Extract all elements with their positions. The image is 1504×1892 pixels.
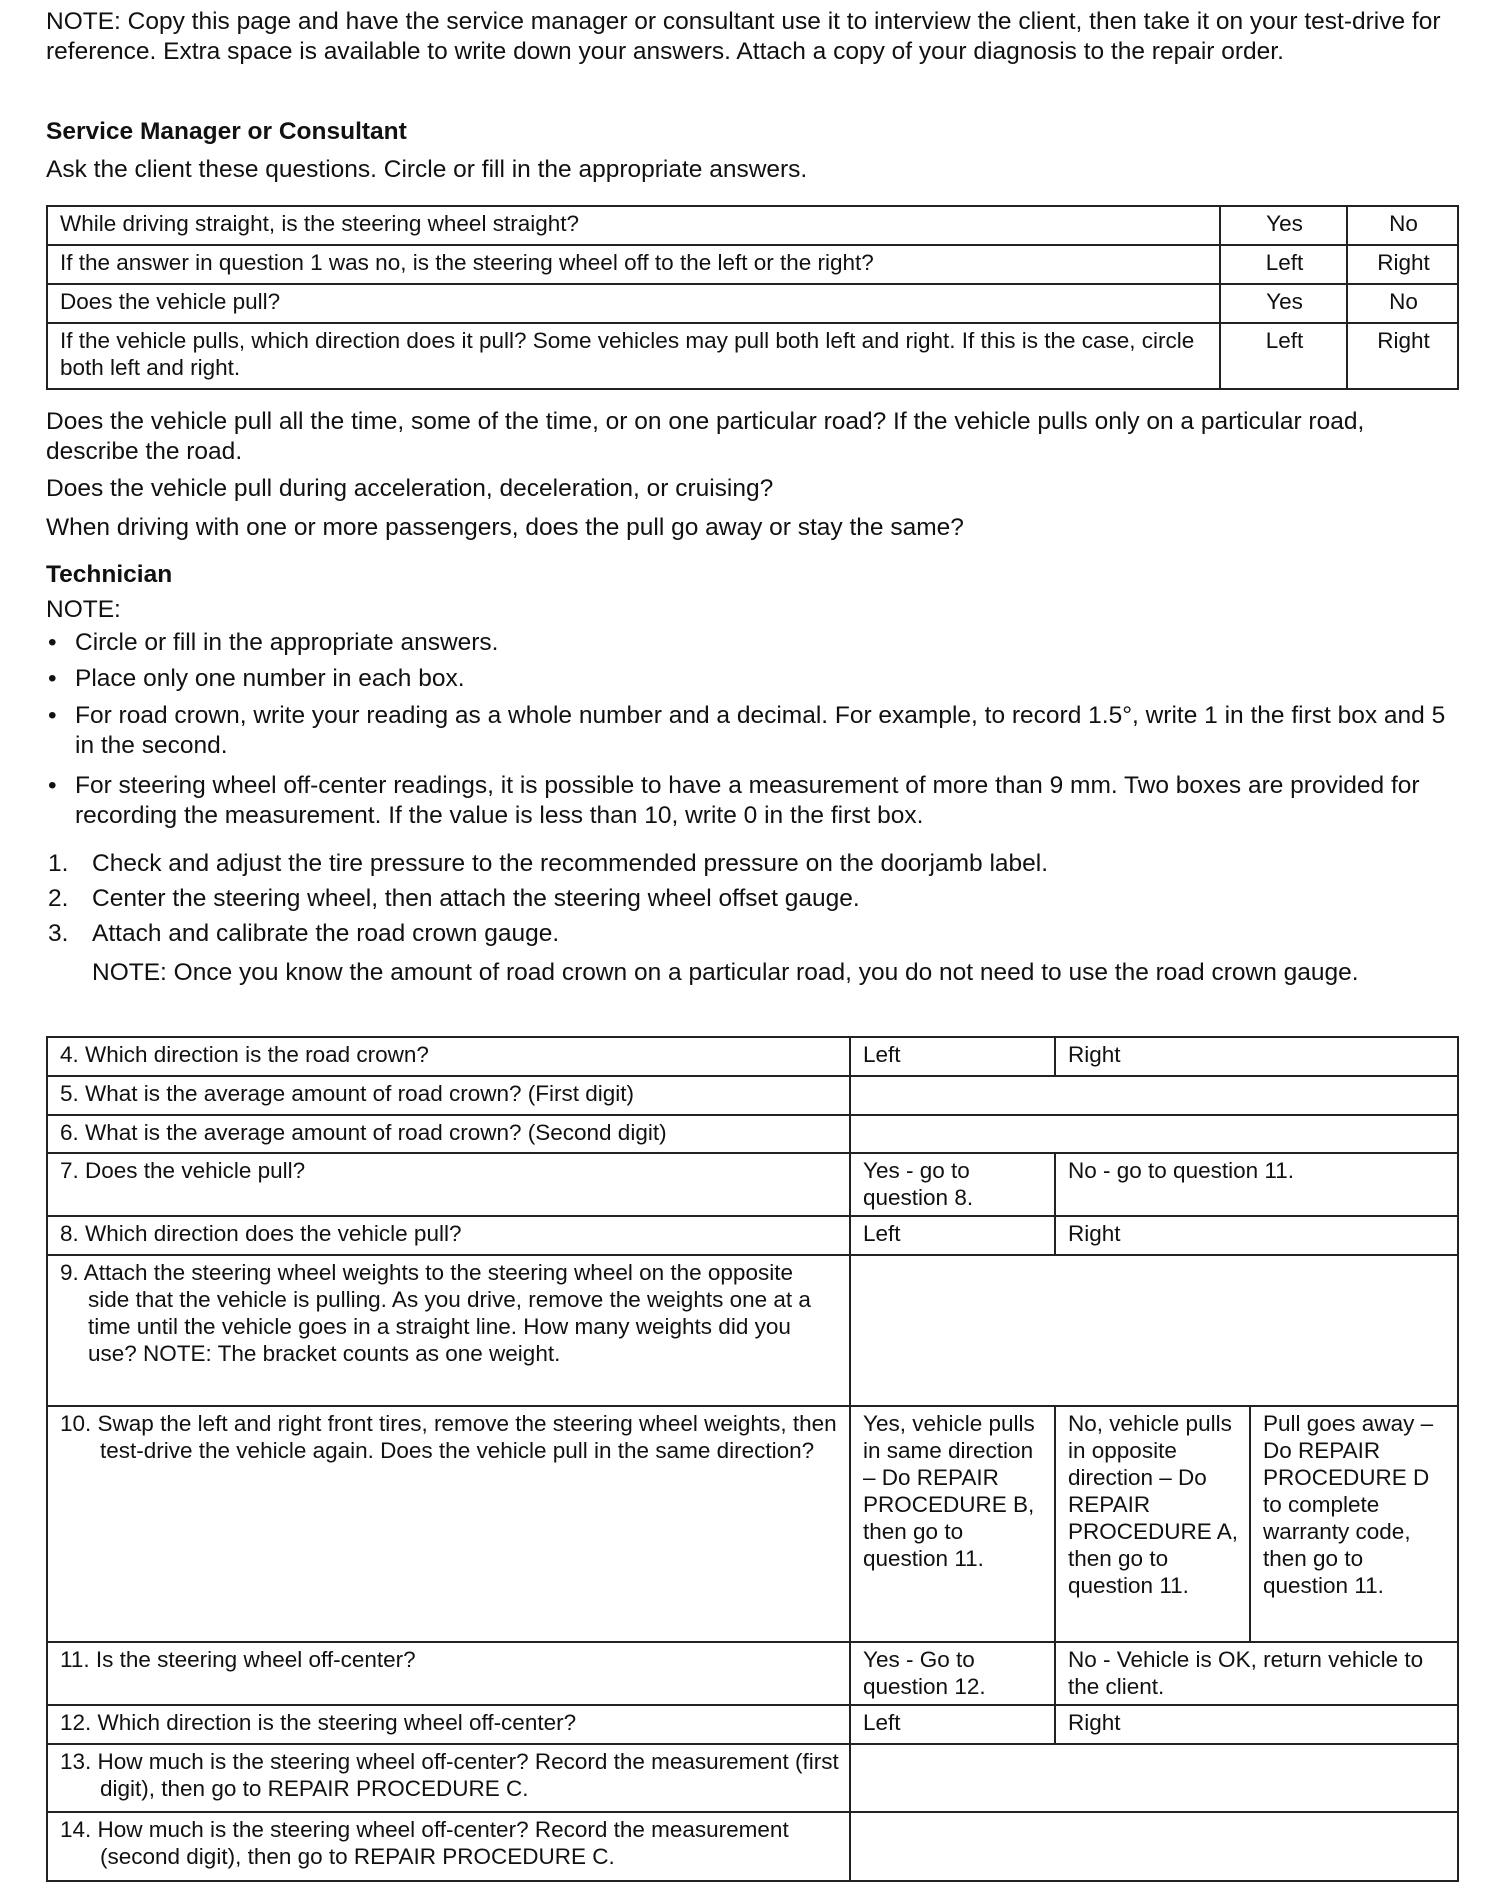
question: Does the vehicle pull?	[47, 284, 1220, 323]
bullet-icon: •	[48, 629, 57, 656]
table-row: 14. How much is the steering wheel off-center? Record the measurement (second digit), then go to REPAIR PROCEDURE C.	[47, 1812, 1458, 1881]
bullet-icon: •	[48, 665, 57, 692]
answer-option[interactable]: No - Vehicle is OK, return vehicle to the client.	[1055, 1642, 1458, 1705]
question: If the answer in question 1 was no, is the steering wheel off to the left or the right?	[47, 245, 1220, 284]
answer-box[interactable]	[850, 1255, 1458, 1406]
note-bullet: • Place only one number in each box.	[48, 665, 465, 692]
intro-note: NOTE: Copy this page and have the service manager or consultant use it to interview the client, then take it on your test-drive for reference. Extra space is available to write down your answers. Attach a copy of your diagnosis to the repair order.	[46, 8, 1441, 65]
answer-option[interactable]: No - go to question 11.	[1055, 1153, 1458, 1216]
technician-note-label: NOTE:	[46, 596, 121, 623]
table-row: 10. Swap the left and right front tires, remove the steering wheel weights, then test-drive the vehicle again. Does the vehicle pull in the same direction? Yes, vehicle pulls in same direction – Do REPAIR PROCEDURE B, then go to question 11. No, vehicle pulls in opposite direction – Do REPAIR PROCEDURE A, then go to question 11. Pull goes away – Do REPAIR PROCEDURE D to complete warranty code, then go to question 11.	[47, 1406, 1458, 1642]
passenger-question: When driving with one or more passengers, does the pull go away or stay the same?	[46, 514, 964, 541]
table-row	[47, 323, 1458, 389]
answer-option[interactable]: Right	[1347, 245, 1458, 284]
table-row: 5. What is the average amount of road crown? (First digit)	[47, 1076, 1458, 1115]
answer-option[interactable]: Right	[1055, 1216, 1458, 1255]
answer-option[interactable]: Yes - Go to question 12.	[850, 1642, 1055, 1705]
technician-table	[46, 1036, 1459, 1882]
table-row: 12. Which direction is the steering wheel off-center? Left Right	[47, 1705, 1458, 1744]
note-bullet: • For road crown, write your reading as a whole number and a decimal. For example, to record 1.5°, write 1 in the first box and 5 in the second.	[48, 702, 1446, 759]
table-row	[47, 245, 1458, 284]
answer-box[interactable]	[850, 1744, 1458, 1812]
answer-option[interactable]: Left	[850, 1037, 1055, 1076]
service-heading: Service Manager or Consultant	[46, 118, 407, 145]
answer-option[interactable]: Right	[1055, 1705, 1458, 1744]
note-bullet: • Circle or fill in the appropriate answers.	[48, 629, 499, 656]
client-questions-table	[46, 205, 1459, 390]
answer-option[interactable]: Right	[1055, 1037, 1458, 1076]
table-row: 9. Attach the steering wheel weights to the steering wheel on the opposite side that the vehicle is pulling. As you drive, remove the weights one at a time until the vehicle goes in a straight line. How many weights did you use? NOTE: The bracket counts as one weight.	[47, 1255, 1458, 1406]
step-3-note: NOTE: Once you know the amount of road crown on a particular road, you do not need to use the road crown gauge.	[92, 959, 1359, 986]
step-item: 1. Check and adjust the tire pressure to the recommended pressure on the doorjamb label.	[48, 850, 1049, 877]
note-bullet: • For steering wheel off-center readings, it is possible to have a measurement of more than 9 mm. Two boxes are provided for recording the measurement. If the value is less than 10, write 0 in the first box.	[48, 772, 1420, 829]
table-row: 13. How much is the steering wheel off-center? Record the measurement (first digit), then go to REPAIR PROCEDURE C.	[47, 1744, 1458, 1812]
answer-option[interactable]: Yes	[1220, 284, 1347, 323]
table-row: 11. Is the steering wheel off-center? Yes - Go to question 12. No - Vehicle is OK, return vehicle to the client.	[47, 1642, 1458, 1705]
question: While driving straight, is the steering wheel straight?	[47, 206, 1220, 245]
answer-box[interactable]	[850, 1076, 1458, 1115]
answer-option[interactable]: Left	[1220, 245, 1347, 284]
table-row: 8. Which direction does the vehicle pull? Left Right	[47, 1216, 1458, 1255]
bullet-icon: •	[48, 772, 57, 799]
answer-option[interactable]: Pull goes away – Do REPAIR PROCEDURE D to complete warranty code, then go to question 11.	[1250, 1406, 1458, 1642]
service-instruction: Ask the client these questions. Circle or fill in the appropriate answers.	[46, 156, 808, 183]
pull-frequency-question: Does the vehicle pull all the time, some of the time, or on one particular road? If the vehicle pulls only on a particular road, describe the road.	[46, 408, 1365, 465]
answer-option[interactable]: Yes	[1220, 206, 1347, 245]
table-row	[47, 206, 1458, 245]
answer-option[interactable]: Right	[1347, 323, 1458, 389]
answer-option[interactable]: Yes, vehicle pulls in same direction – Do REPAIR PROCEDURE B, then go to question 11.	[850, 1406, 1055, 1642]
step-item: 3. Attach and calibrate the road crown gauge.	[48, 920, 560, 947]
answer-box[interactable]	[850, 1812, 1458, 1881]
table-row: 4. Which direction is the road crown? Left Right	[47, 1037, 1458, 1076]
answer-option[interactable]: No, vehicle pulls in opposite direction – Do REPAIR PROCEDURE A, then go to question 11.	[1055, 1406, 1250, 1642]
answer-option[interactable]: No	[1347, 206, 1458, 245]
table-row	[47, 284, 1458, 323]
answer-option[interactable]: Yes - go to question 8.	[850, 1153, 1055, 1216]
table-row: 7. Does the vehicle pull? Yes - go to question 8. No - go to question 11.	[47, 1153, 1458, 1216]
answer-option[interactable]: Left	[1220, 323, 1347, 389]
step-item: 2. Center the steering wheel, then attach the steering wheel offset gauge.	[48, 885, 860, 912]
answer-box[interactable]	[850, 1115, 1458, 1153]
bullet-icon: •	[48, 702, 57, 729]
question: If the vehicle pulls, which direction does it pull? Some vehicles may pull both left and right. If this is the case, circle both left and right.	[47, 323, 1220, 389]
answer-option[interactable]: Left	[850, 1705, 1055, 1744]
table-row: 6. What is the average amount of road crown? (Second digit)	[47, 1115, 1458, 1153]
technician-heading: Technician	[46, 561, 173, 588]
answer-option[interactable]: No	[1347, 284, 1458, 323]
answer-option[interactable]: Left	[850, 1216, 1055, 1255]
pull-phase-question: Does the vehicle pull during acceleration, deceleration, or cruising?	[46, 475, 774, 502]
